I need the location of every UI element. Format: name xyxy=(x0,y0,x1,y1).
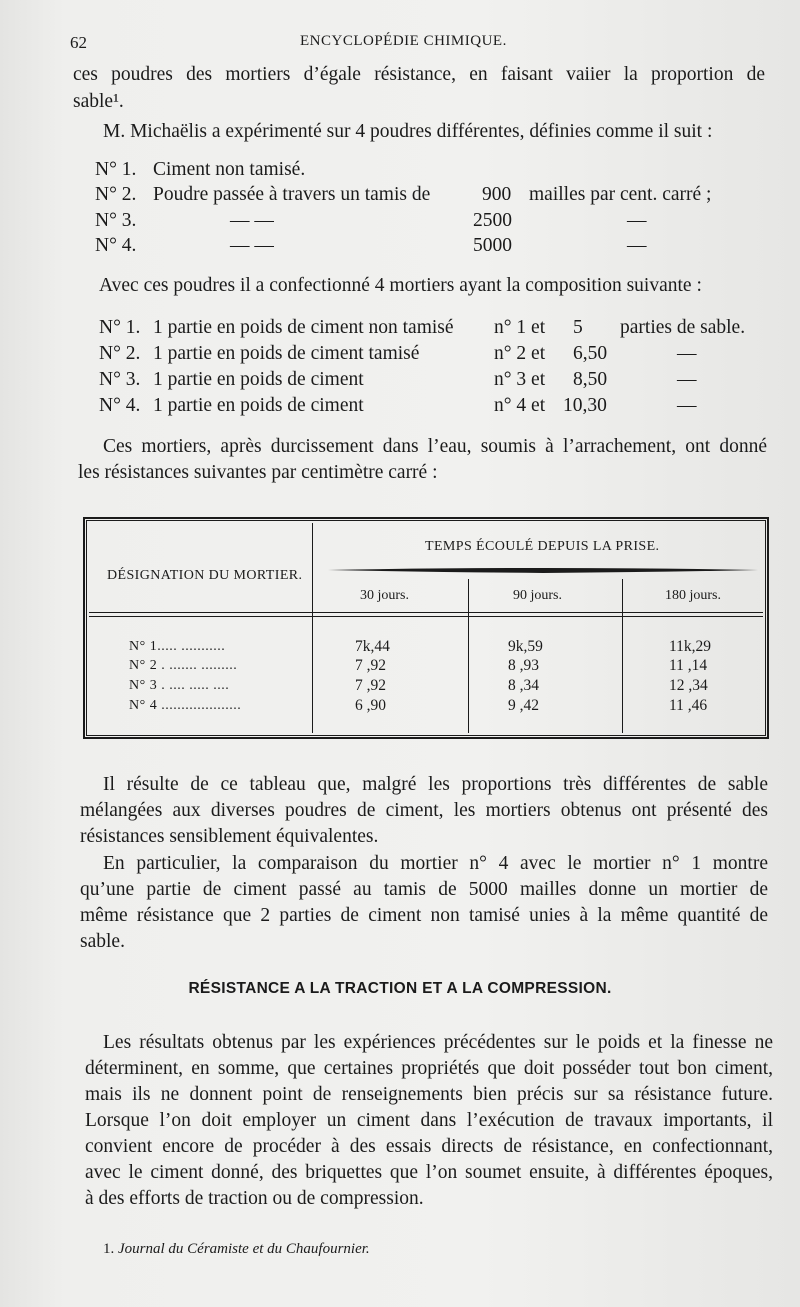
cell-value: 7k,44 xyxy=(355,638,390,655)
resistance-table xyxy=(83,517,769,739)
sand-quantity: 6,50 xyxy=(573,343,608,364)
conclusion-line: Il résulte de ce tableau que, malgré les proportions très différentes de sable xyxy=(103,774,768,795)
footnote-marker: 1. xyxy=(103,1241,115,1257)
cell-value: 11k,29 xyxy=(669,638,712,655)
mortar-description: 1 partie en poids de ciment xyxy=(153,369,364,390)
cell-value: 7 ,92 xyxy=(355,657,386,674)
cell-value: 9k,59 xyxy=(508,638,543,655)
results-intro-line: Ces mortiers, après durcissement dans l’eau, soumis à l’arrachement, ont donné xyxy=(103,436,767,457)
powder-number: N° 2. xyxy=(95,184,137,205)
mortar-reference: n° 4 et xyxy=(494,395,546,416)
intro-line: ces poudres des mortiers d’égale résistance, en faisant vaiier la proportion de xyxy=(73,64,765,85)
sand-unit: — xyxy=(677,343,697,364)
results-intro-line: les résistances suivantes par centimètre carré : xyxy=(78,462,438,483)
conclusion-line: qu’une partie de ciment passé au tamis de 5000 mailles donne un mortier de xyxy=(80,879,768,900)
mortar-number: N° 1. xyxy=(99,317,141,338)
sand-quantity: 8,50 xyxy=(573,369,608,390)
conclusion-line: résistances sensiblement équivalentes. xyxy=(80,826,379,847)
michaelis-line: M. Michaëlis a expérimenté sur 4 poudres différentes, définies comme il suit : xyxy=(103,121,713,142)
cell-value: 8 ,34 xyxy=(508,677,539,694)
footnote xyxy=(103,1241,370,1258)
mesh-count: 900 xyxy=(482,184,512,205)
mortar-description: 1 partie en poids de ciment xyxy=(153,395,364,416)
powder-description: Poudre passée à travers un tamis de xyxy=(153,184,431,205)
mesh-unit: — xyxy=(627,210,647,231)
mortar-number: N° 4. xyxy=(99,395,141,416)
powder-description: — — xyxy=(230,210,274,231)
swelled-rule xyxy=(328,565,758,575)
sand-unit: — xyxy=(677,369,697,390)
footnote-text: Journal du Céramiste et du Chaufournier. xyxy=(118,1241,370,1257)
cell-value: 12 ,34 xyxy=(669,677,708,694)
powder-description: — — xyxy=(230,235,274,256)
cell-value: 6 ,90 xyxy=(355,697,386,714)
paragraph-line: convient encore de procéder à des essais directs de résistance, en confectionnant, xyxy=(85,1136,773,1157)
mortar-number: N° 3. xyxy=(99,369,141,390)
conclusion-line: sable. xyxy=(80,931,125,952)
mesh-count: 5000 xyxy=(473,235,512,256)
row-label: N° 1..... ........... xyxy=(129,639,226,654)
running-header: ENCYCLOPÉDIE CHIMIQUE. xyxy=(300,33,507,49)
cell-value: 11 ,46 xyxy=(669,697,708,714)
paragraph-line: Les résultats obtenus par les expériences précédentes sur le poids et la finesse ne xyxy=(103,1032,773,1053)
mortar-reference: n° 1 et xyxy=(494,317,546,338)
paragraph-line: Lorsque l’on doit employer un ciment dans l’exécution de travaux importants, il xyxy=(85,1110,773,1131)
row-label: N° 2 . ....... ......... xyxy=(129,658,238,673)
paragraph-line: mais ils ne donnent point de renseignements bien précis sur sa résistance future. xyxy=(85,1084,773,1105)
period-header: 180 jours. xyxy=(665,588,721,603)
powder-description: Ciment non tamisé. xyxy=(153,159,306,180)
column-header-time: TEMPS ÉCOULÉ DEPUIS LA PRISE. xyxy=(425,539,660,554)
paragraph-line: avec le ciment donné, des briquettes que l’on soumet ensuite, à différentes époques, xyxy=(85,1162,773,1183)
mortar-reference: n° 3 et xyxy=(494,369,546,390)
page-number: 62 xyxy=(70,33,87,52)
powder-number: N° 4. xyxy=(95,235,137,256)
row-label: N° 4 .................... xyxy=(129,698,242,713)
mortar-reference: n° 2 et xyxy=(494,343,546,364)
cell-value: 9 ,42 xyxy=(508,697,539,714)
cell-value: 7 ,92 xyxy=(355,677,386,694)
sand-unit: — xyxy=(677,395,697,416)
composition-intro: Avec ces poudres il a confectionné 4 mortiers ayant la composition suivante : xyxy=(99,275,702,296)
mesh-unit: — xyxy=(627,235,647,256)
mortar-number: N° 2. xyxy=(99,343,141,364)
row-label: N° 3 . .... ..... .... xyxy=(129,678,230,693)
mesh-unit: mailles par cent. carré ; xyxy=(529,184,712,205)
sand-quantity: 10,30 xyxy=(563,395,607,416)
conclusion-line: mélangées aux diverses poudres de ciment, les mortiers obtenus ont présenté des xyxy=(80,800,768,821)
paragraph-line: déterminent, en somme, que certaines propriétés que doit posséder tout bon ciment, xyxy=(85,1058,773,1079)
column-header-designation: DÉSIGNATION DU MORTIER. xyxy=(107,568,303,583)
cell-value: 8 ,93 xyxy=(508,657,539,674)
powder-number: N° 3. xyxy=(95,210,137,231)
intro-line: sable¹. xyxy=(73,91,124,112)
conclusion-line: même résistance que 2 parties de ciment non tamisé unies à la même quantité de xyxy=(80,905,768,926)
period-header: 90 jours. xyxy=(513,588,562,603)
mortar-description: 1 partie en poids de ciment non tamisé xyxy=(153,317,454,338)
mortar-description: 1 partie en poids de ciment tamisé xyxy=(153,343,420,364)
powder-number: N° 1. xyxy=(95,159,137,180)
mesh-count: 2500 xyxy=(473,210,512,231)
sand-unit: parties de sable. xyxy=(620,317,746,338)
sand-quantity: 5 xyxy=(573,317,583,338)
period-header: 30 jours. xyxy=(360,588,409,603)
conclusion-line: En particulier, la comparaison du mortier n° 4 avec le mortier n° 1 montre xyxy=(103,853,768,874)
paragraph-line: à des efforts de traction ou de compression. xyxy=(85,1188,424,1209)
section-heading: RÉSISTANCE A LA TRACTION ET A LA COMPRESSION. xyxy=(188,980,612,997)
cell-value: 11 ,14 xyxy=(669,657,708,674)
